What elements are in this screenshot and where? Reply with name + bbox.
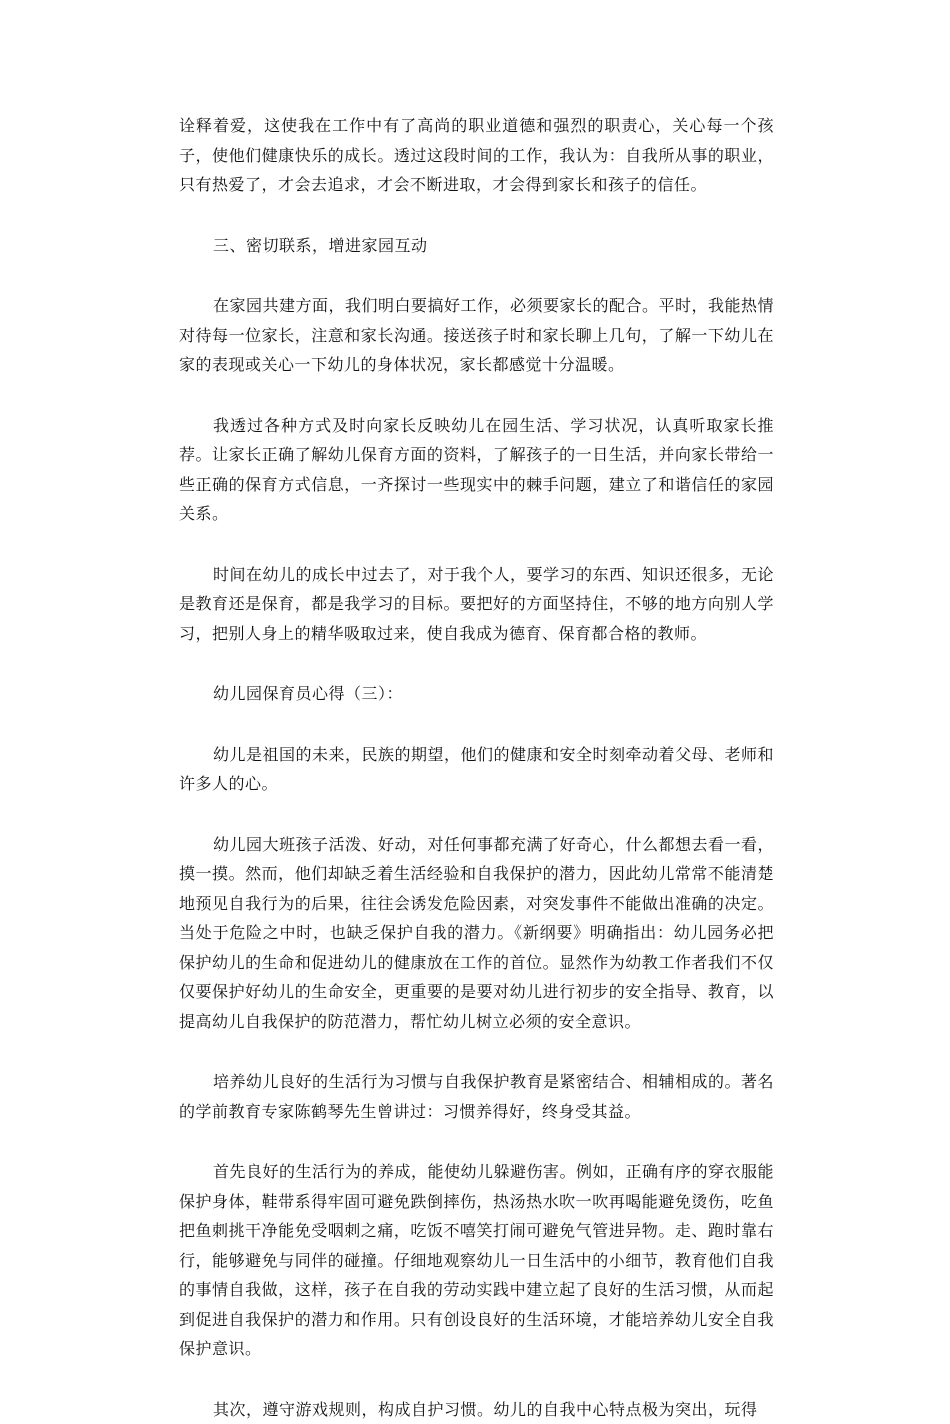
paragraph-personal-growth: 时间在幼儿的成长中过去了，对于我个人，要学习的东西、知识还很多，无论是教育还是保育，都是我学习的目标。要把好的方面坚持住，不够的地方向别人学习，把别人身上的精华吸取过来，使自我成为德育、保育都合格的教师。 <box>179 560 774 649</box>
paragraph-living-habits: 首先良好的生活行为的养成，能使幼儿躲避伤害。例如，正确有序的穿衣服能保护身体，鞋带系得牢固可避免跌倒摔伤，热汤热水吹一吹再喝能避免烫伤，吃鱼把鱼刺挑干净能免受咽刺之痛，吃饭不嘻笑打闹可避免气管进异物。走、跑时靠右行，能够避免与同伴的碰撞。仔细地观察幼儿一日生活中的小细节，教育他们自我的事情自我做，这样，孩子在自我的劳动实践中建立起了良好的生活习惯，从而起到促进自我保护的潜力和作用。只有创设良好的生活环境，才能培养幼儿安全自我保护意识。 <box>179 1157 774 1364</box>
section-heading-experience-three: 幼儿园保育员心得（三）： <box>179 679 774 709</box>
paragraph-game-rules: 其次，遵守游戏规则，构成自护习惯。幼儿的自我中心特点极为突出，玩得 <box>179 1395 774 1424</box>
document-body <box>179 111 774 1424</box>
section-heading-home-school-interaction: 三、密切联系，增进家园互动 <box>179 231 774 261</box>
paragraph-continuation: 诠释着爱，这使我在工作中有了高尚的职业道德和强烈的职责心，关心每一个孩子，使他们健康快乐的成长。透过这段时间的工作，我认为：自我所从事的职业，只有热爱了，才会去追求，才会不断进取，才会得到家长和孩子的信任。 <box>179 111 774 200</box>
paragraph-habits-and-protection: 培养幼儿良好的生活行为习惯与自我保护教育是紧密结合、相辅相成的。著名的学前教育专家陈鹤琴先生曾讲过：习惯养得好，终身受其益。 <box>179 1067 774 1126</box>
paragraph-home-school-cooperation: 在家园共建方面，我们明白要搞好工作，必须要家长的配合。平时，我能热情对待每一位家长，注意和家长沟通。接送孩子时和家长聊上几句，了解一下幼儿在家的表现或关心一下幼儿的身体状况，家长都感觉十分温暖。 <box>179 291 774 380</box>
paragraph-parent-communication: 我透过各种方式及时向家长反映幼儿在园生活、学习状况，认真听取家长推荐。让家长正确了解幼儿保育方面的资料，了解孩子的一日生活，并向家长带给一些正确的保育方式信息，一齐探讨一些现实中的棘手问题，建立了和谐信任的家园关系。 <box>179 411 774 529</box>
paragraph-safety-awareness: 幼儿园大班孩子活泼、好动，对任何事都充满了好奇心，什么都想去看一看，摸一摸。然而，他们却缺乏着生活经验和自我保护的潜力，因此幼儿常常不能清楚地预见自我行为的后果，往往会诱发危险因素，对突发事件不能做出准确的决定。当处于危险之中时，也缺乏保护自我的潜力。《新纲要》明确指出：幼儿园务必把保护幼儿的生命和促进幼儿的健康放在工作的首位。显然作为幼教工作者我们不仅仅要保护好幼儿的生命安全，更重要的是要对幼儿进行初步的安全指导、教育，以提高幼儿自我保护的防范潜力，帮忙幼儿树立必须的安全意识。 <box>179 830 774 1037</box>
paragraph-children-future: 幼儿是祖国的未来，民族的期望，他们的健康和安全时刻牵动着父母、老师和许多人的心。 <box>179 740 774 799</box>
